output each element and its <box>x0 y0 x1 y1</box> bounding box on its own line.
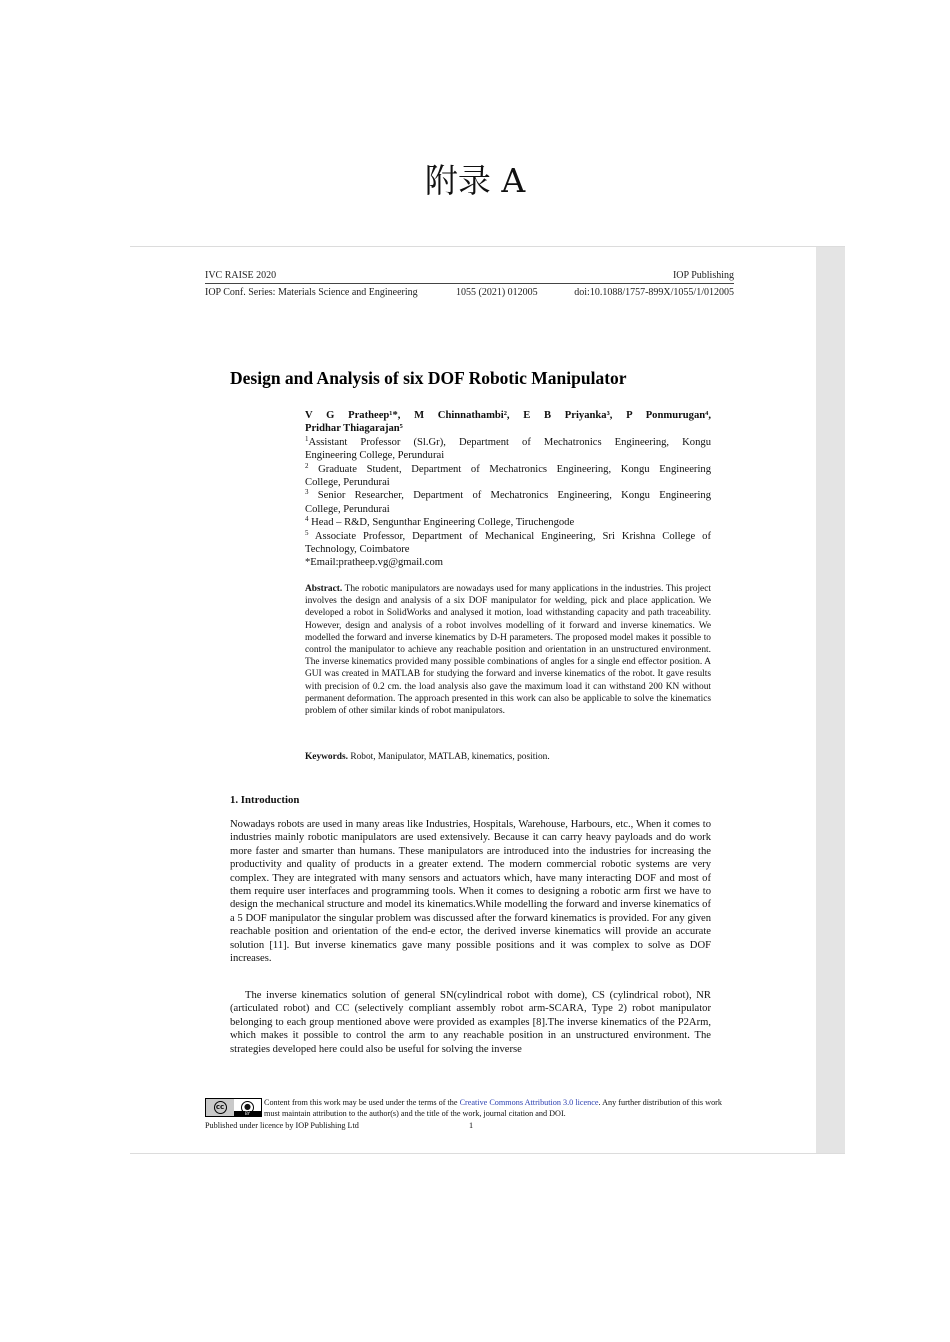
paper-title: Design and Analysis of six DOF Robotic Manipulator <box>230 368 627 388</box>
author-email: *Email:pratheep.vg@gmail.com <box>305 557 444 569</box>
affiliation-3-cont: College, Perundurai <box>305 503 390 515</box>
abstract-label: Abstract. <box>305 584 343 594</box>
by-label: BY <box>234 1111 261 1116</box>
conference-name: IVC RAISE 2020 <box>205 270 277 281</box>
intro-paragraph-1: Nowadays robots are used in many areas like Industries, Hospitals, Warehouse, Harbours, etc., When it comes to industries mainly robotic manipulators are used extensively. Because it can carry heavy payloads and do work more faster and smarter than humans. These manipulators are introduced into the industries for increasing the productivity and quality of products in a greater extend. The modern commercial robotic systems are very complex. They are integrated with many sensors and actuators which, have many interacting DOF and most of them require user interfaces and programming tools. When it comes to designing a robotic arm first we have to design the mechanical structure and model its kinematics.While modelling the forward and inverse kinematics of a 5 DOF manipulator the singular problem was discussed after the forward kinematics is provided. For any given reachable position and orientation of the end-e ector, the derived inverse kinematics will provide an accurate solution [11]. But inverse kinematics gave many possible positions and it was complex to solve as DOF increases. <box>230 819 711 965</box>
license-link[interactable]: Creative Commons Attribution 3.0 licence <box>459 1098 599 1107</box>
publisher-name: IOP Publishing <box>672 270 734 281</box>
keywords-label: Keywords. <box>305 752 348 762</box>
volume-info: 1055 (2021) 012005 <box>456 287 538 298</box>
authors-line-1: V G Pratheep¹*, M Chinnathambi², E B Priyanka³, P Ponmurugan⁴, <box>305 410 711 421</box>
intro-paragraph-2: The inverse kinematics solution of general SN(cylindrical robot with dome), CS (cylindrical robot), NR (articulated robot) and CC (selectively compliant assembly robot arm-SCARA, Type 2) robot manipulator belonging to each group mentioned above were provided as examples [8].The inverse kinematics of the P2Arm, which makes it possible to control the arm to any reachable position in an unstructured environment. The strategies developed here could also be useful for solving the inverse <box>230 990 711 1055</box>
header-rule <box>205 283 734 284</box>
cc-by-license-icon <box>205 1098 262 1117</box>
doi: doi:10.1088/1757-899X/1055/1/012005 <box>574 287 734 298</box>
keywords <box>305 751 711 763</box>
keywords-text: Robot, Manipulator, MATLAB, kinematics, position. <box>347 752 550 762</box>
published-by: Published under licence by IOP Publishing Ltd <box>205 1121 359 1130</box>
affiliation-2: $^2$ Graduate Student, Department of Mechatronics Engineering, Kongu Engineering <box>305 461 711 475</box>
cc-logo-icon: cc <box>214 1101 227 1114</box>
scrollbar[interactable] <box>816 246 845 1154</box>
journal-series: IOP Conf. Series: Materials Science and Engineering <box>205 287 418 298</box>
affiliation-3: $^3$ Senior Researcher, Department of Mechatronics Engineering, Kongu Engineering <box>305 488 711 502</box>
appendix-title: 附录 A <box>424 161 526 200</box>
affiliation-4: $^4$ Head – R&D, Sengunthar Engineering College, Tiruchengode <box>305 515 575 529</box>
author-block <box>305 409 711 570</box>
abstract-text: The robotic manipulators are nowadays used for many applications in the industries. This project involves the design and analysis of a six DOF manipulator for welding, pick and place application. We developed a robot in SolidWorks and analysed it motion, load withstanding capacity and path traceability. However, design and analysis of a robot involves modelling of it forward and inverse kinematics. We modelled the forward and inverse kinematics by D-H parameters. The proposed model makes it possible to control the manipulator to achieve any reachable position and orientation in an unstructured environment. The inverse kinematics provided many possible combinations of angles for a single end effector position. A GUI was created in MATLAB for studying the forward and inverse kinematics of the robot. It gave results with precision of 0.2 cm. the load analysis also gave the maximum load it can withstand 200 KN without permanent deformation. The approach presented in this work can also be applicable to solve the kinematics problem of other similar kinds of robot manipulators. <box>305 584 711 717</box>
attribution-person-icon: ● <box>241 1101 254 1114</box>
affiliation-1-cont: Engineering College, Perundurai <box>305 450 445 462</box>
affiliation-2-cont: College, Perundurai <box>305 477 390 489</box>
affiliation-1: $^1$Assistant Professor (Sl.Gr), Department of Mechatronics Engineering, Kongu <box>305 434 711 448</box>
affiliation-5-cont: Technology, Coimbatore <box>305 544 410 556</box>
affiliation-5: $^5$ Associate Professor, Department of Mechanical Engineering, Sri Krishna College of <box>305 528 711 542</box>
page-number: 1 <box>469 1121 474 1130</box>
abstract <box>305 583 711 717</box>
license-text: Content from this work may be used under the terms of the Creative Commons Attribution 3.0 licence. Any further distribution of this work must maintain attribution to the author(s) and the title of the work, journal citation and DOI. <box>264 1098 722 1118</box>
section-heading-introduction: 1. Introduction <box>230 794 300 806</box>
authors-line-2: Pridhar Thiagarajan⁵ <box>305 423 403 435</box>
